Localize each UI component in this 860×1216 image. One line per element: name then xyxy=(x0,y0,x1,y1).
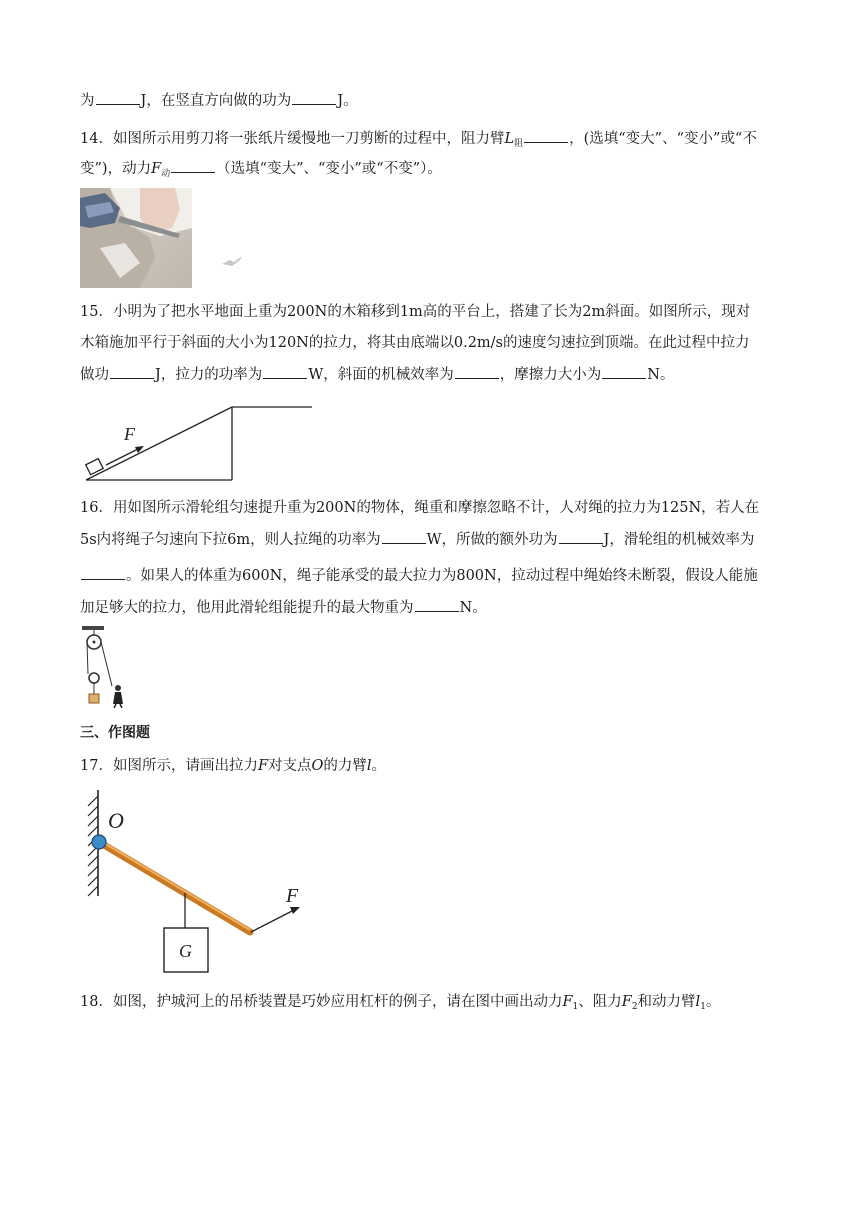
pulley-diagram xyxy=(82,626,128,708)
incline-diagram xyxy=(84,402,314,484)
scissors-photo xyxy=(80,188,192,288)
section-heading: 三、作图题 xyxy=(80,725,150,741)
q14-line-2: 变”)，动力$F_动$ （选填“变大”、“变小”或“不变”）。 xyxy=(80,158,442,184)
q16-line-3: 。如果人的体重为600N，绳子能承受的最大拉力为800N，拉动过程中绳始终未断裂，假设人能施 xyxy=(80,565,758,586)
lever-force-label: F xyxy=(286,885,299,907)
answer-blank[interactable] xyxy=(382,529,426,544)
answer-blank[interactable] xyxy=(292,90,336,105)
answer-blank[interactable] xyxy=(415,597,459,612)
answer-blank[interactable] xyxy=(602,364,646,379)
answer-blank[interactable] xyxy=(524,128,568,143)
q18-line: 18．如图，护城河上的吊桥装置是巧妙应用杠杆的例子，请在图中画出动力$F_1$、阻力$F_2$和动力臂$l_1$。 xyxy=(80,994,721,1012)
incline-force-label: F xyxy=(124,424,135,444)
lever-diagram xyxy=(80,786,320,978)
answer-blank[interactable] xyxy=(171,158,215,173)
q13-tail-line: 为 J，在竖直方向做的功为 J。 xyxy=(80,90,358,111)
answer-blank[interactable] xyxy=(96,90,140,105)
pivot-label: O xyxy=(108,808,124,833)
q16-line-1: 16．用如图所示滑轮组匀速提升重为200N的物体，绳重和摩擦忽略不计，人对绳的拉力为125N，若人在 xyxy=(80,500,760,516)
answer-blank[interactable] xyxy=(81,565,125,580)
paper-scrap-icon xyxy=(220,254,244,268)
q17-line: 17．如图所示，请画出拉力F对支点O的力臂l。 xyxy=(80,758,387,774)
weight-label: G xyxy=(179,941,192,961)
answer-blank[interactable] xyxy=(455,364,499,379)
q14-line-1: 14．如图所示用剪刀将一张纸片缓慢地一刀剪断的过程中，阻力臂$L_阻$ ，(选填“变大”、“变小”或“不 xyxy=(80,128,757,154)
q15-line-2: 木箱施加平行于斜面的大小为120N的拉力，将其由底端以0.2m/s的速度匀速拉到顶端。在此过程中拉力 xyxy=(80,335,750,351)
q15-line-1: 15．小明为了把水平地面上重为200N的木箱移到1m高的平台上，搭建了长为2m斜面。如图所示，现对 xyxy=(80,304,751,320)
answer-blank[interactable] xyxy=(559,529,603,544)
answer-blank[interactable] xyxy=(263,364,307,379)
q15-line-3: 做功 J，拉力的功率为 W，斜面的机械效率为 ，摩擦力大小为 N。 xyxy=(80,364,674,385)
q16-line-2: 5s内将绳子匀速向下拉6m，则人拉绳的功率为 W，所做的额外功为 J，滑轮组的机械效率为 xyxy=(80,529,754,550)
answer-blank[interactable] xyxy=(110,364,154,379)
q16-line-4: 加足够大的拉力，他用此滑轮组能提升的最大物重为 N。 xyxy=(80,597,487,618)
